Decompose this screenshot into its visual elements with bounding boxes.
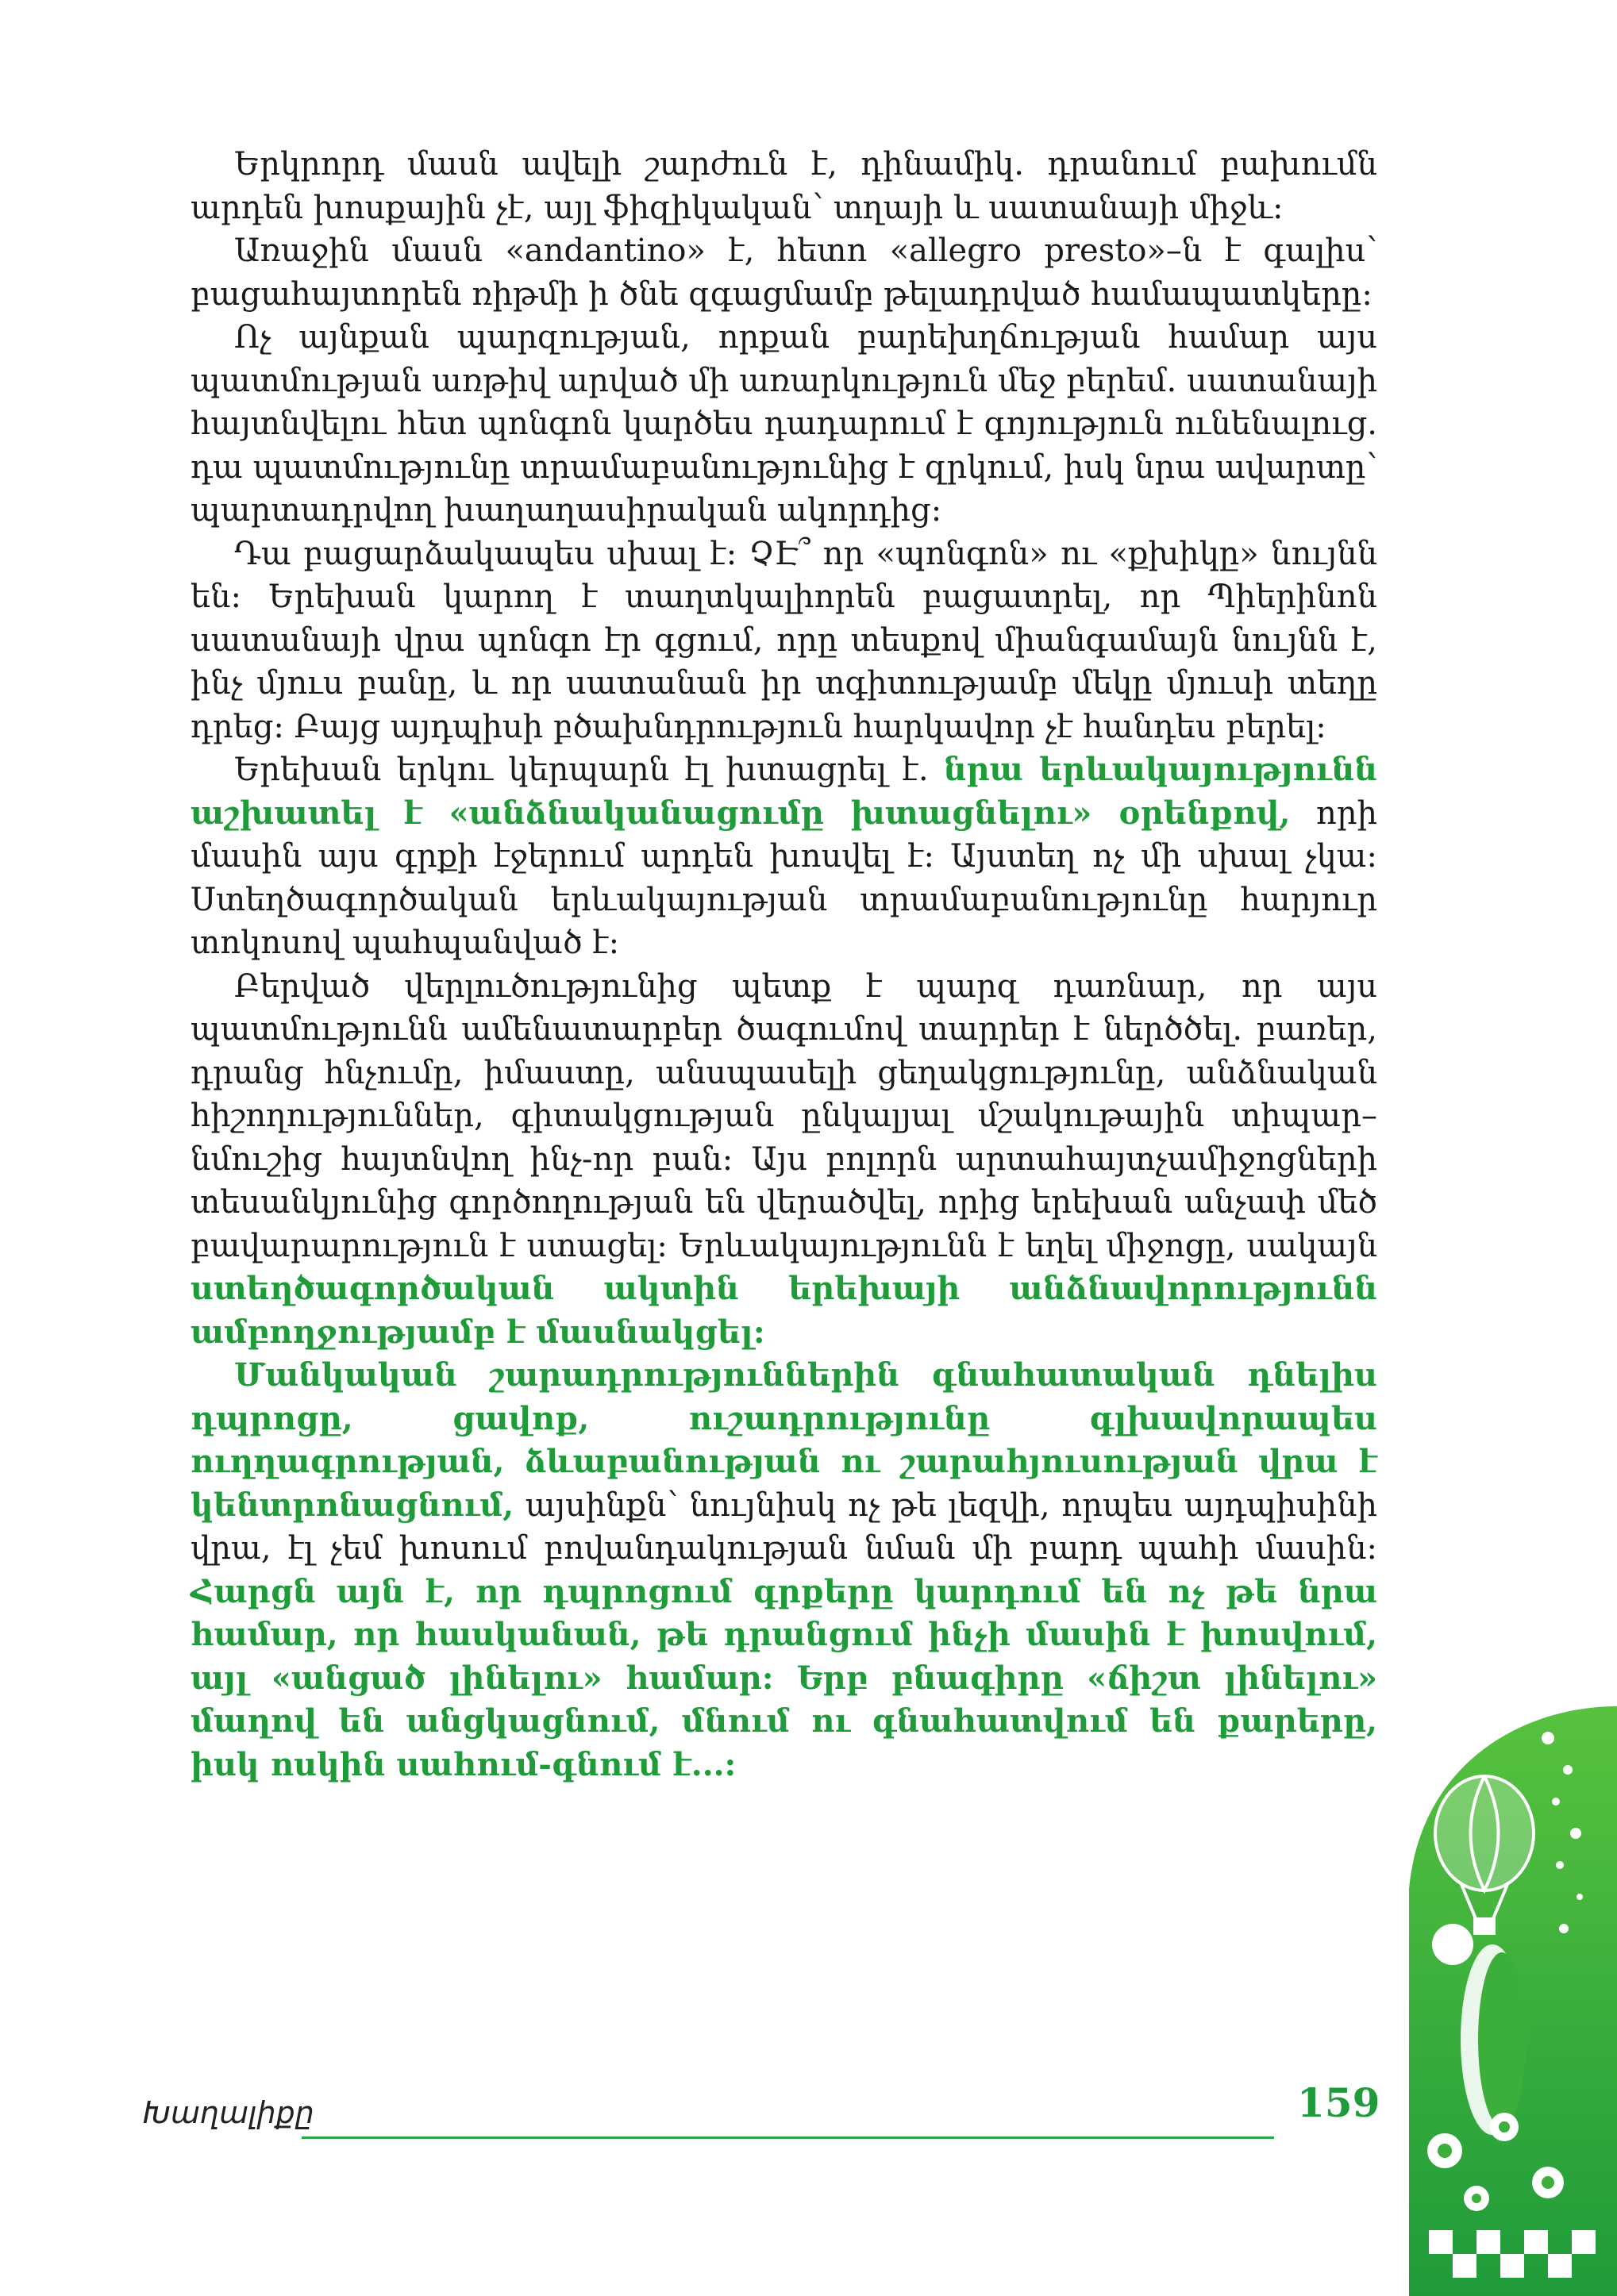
paragraph bbox=[191, 965, 1377, 1355]
paragraph bbox=[191, 143, 1377, 229]
paragraph bbox=[191, 316, 1377, 533]
moon-icon bbox=[1461, 1944, 1526, 2135]
text-segment: Երեխան երկու կերպարն էլ խտացրել է. bbox=[234, 752, 944, 788]
body-text bbox=[191, 143, 1377, 1786]
highlighted-text: Հարցն այն է, որ դպրոցում գրքերը կարդում են ոչ թե նրա համար, որ հասկանան, թե դրանցում ինչի մասին է խոսվում, այլ «անցած լինելու» համար: Երբ բնագիրը «ճիշտ լինելու» մաղով են անցկացնում, մնում ու գնահատվում են քարերը, իսկ ոսկին սահում-գնում է...: bbox=[191, 1572, 1377, 1783]
paragraph bbox=[191, 533, 1377, 749]
footer-rule bbox=[302, 2136, 1274, 2139]
page-number: 159 bbox=[1297, 2079, 1380, 2126]
corner-decoration-balloon-flowers bbox=[1365, 1706, 1617, 2296]
text-segment: Դա բացարձակապես սխալ է: ՉԷ՞ որ «պոնգոն» ու «քխիկը» նույնն են: Երեխան կարող է տաղտկալիորեն բացատրել, որ Պիերինոն սատանայի վրա պոնգո էր գցում, որը տեսքով միանգամայն նույնն է, ինչ մյուս բանը, և որ սատանան իր տգիտությամբ մեկը մյուսի տեղը դրեց: Բայց այդպիսի բծախնդրություն հարկավոր չէ հանդես բերել: bbox=[191, 535, 1377, 745]
text-segment: Առաջին մասն «andantino» է, հետո «allegro presto»–ն է գալիս՝ բացահայտորեն ռիթմի ի ծնե զգացմամբ թելադրված համապատկերը: bbox=[191, 233, 1377, 313]
text-segment: որի մասին այս գրքի էջերում արդեն խոսվել է: Այստեղ ոչ մի սխալ չկա: Ստեղծագործական երևակայության տրամաբանությունը հարյուր տոկոսով պահպանված է: bbox=[191, 794, 1377, 961]
text-segment: Երկրորդ մասն ավելի շարժուն է, դինամիկ. դրանում բախումն արդեն խոսքային չէ, այլ ֆիզիկական՝ տղայի և սատանայի միջև: bbox=[191, 146, 1377, 226]
footer-running-title: Խաղալիքը bbox=[143, 2095, 314, 2130]
text-segment: այսինքն՝ նույնիսկ ոչ թե լեզվի, որպես այդպիսինի վրա, էլ չեմ խոսում բովանդակության նման մի բարդ պահի մասին: bbox=[191, 1486, 1377, 1567]
text-segment: Բերված վերլուծությունից պետք է պարզ դառնար, որ այս պատմությունն ամենատարբեր ծագումով տարրեր է ներծծել. բառեր, դրանց հնչումը, իմաստը, անսպասելի ցեղակցությունը, անձնական հիշողություններ, գիտակցության ընկալյալ մշակութային տիպար–նմուշից հայտնվող ինչ-որ բան: Այս բոլորն արտահայտչամիջոցների տեսանկյունից գործողության են վերածվել, որից երեխան անչափ մեծ բավարարություն է ստացել: Երևակայությունն է եղել միջոցը, սակայն bbox=[191, 967, 1377, 1264]
paragraph bbox=[191, 748, 1377, 965]
highlighted-text: նրա երևակայությունն աշխատել է «անձնականացումը խտացնելու» օրենքով, bbox=[191, 751, 1377, 832]
paragraph bbox=[191, 229, 1377, 316]
highlighted-text: Մանկական շարադրություններին գնահատական դնելիս դպրոցը, ցավոք, ուշադրությունը գլխավորապես ուղղագրության, ձևաբանության ու շարահյուսության վրա է կենտրոնացնում, bbox=[191, 1356, 1377, 1524]
paragraph bbox=[191, 1354, 1377, 1786]
highlighted-text: ստեղծագործական ակտին երեխայի անձնավորությունն ամբողջությամբ է մասնակցել: bbox=[191, 1270, 1377, 1351]
text-segment: Ոչ այնքան պարզության, որքան բարեխղճության համար այս պատմության առթիվ արված մի առարկություն մեջ բերեմ. սատանայի հայտնվելու հետ պոնգոն կարծես դադարում է գոյություն ունենալուց. դա պատմությունը տրամաբանությունից է զրկում, իսկ նրա ավարտը՝ պարտադրվող խաղաղասիրական ակորդից: bbox=[191, 319, 1377, 529]
